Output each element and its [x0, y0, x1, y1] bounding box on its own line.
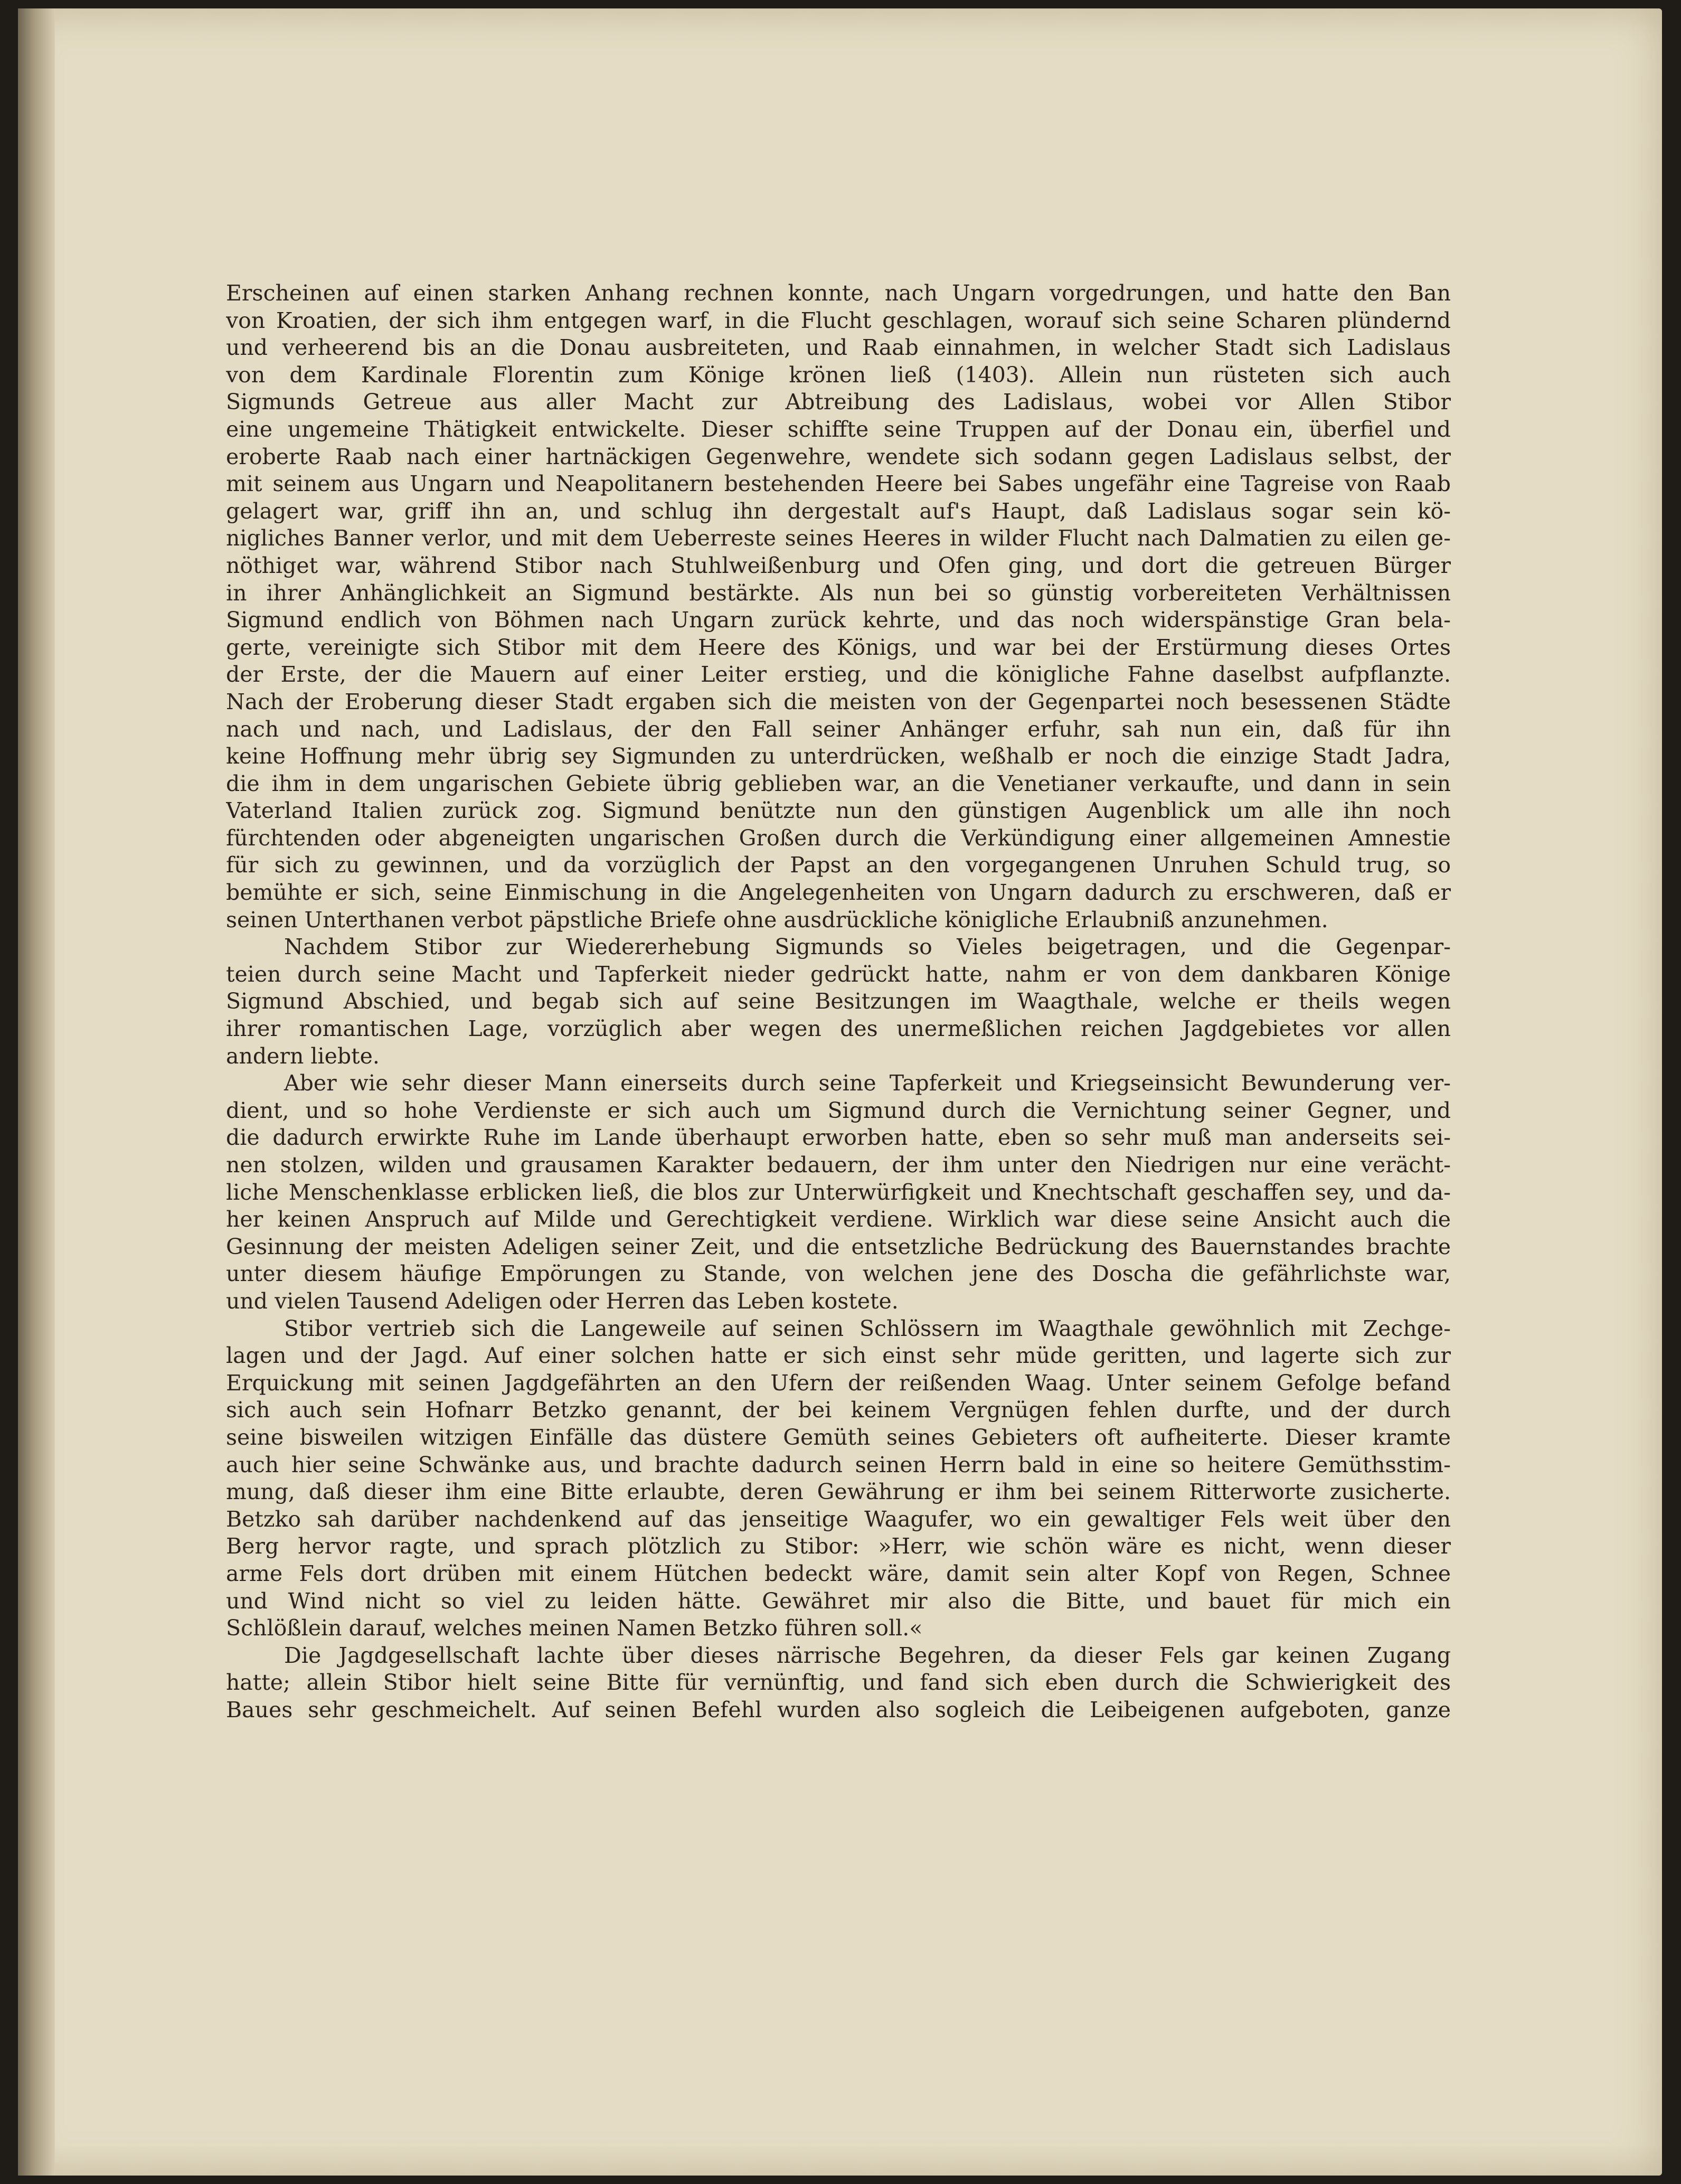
- page-gutter: [18, 8, 55, 2176]
- page-text: [226, 280, 1451, 1724]
- text-line: von Kroatien, der sich ihm entgegen warf, in die Flucht geschlagen, worauf sich seine Scharen plündernd: [226, 307, 1451, 333]
- text-line: Sigmund Abschied, und begab sich auf seine Besitzungen im Waagthale, welche er theils wegen: [226, 989, 1451, 1014]
- text-line: und verheerend bis an die Donau ausbreiteten, und Raab einnahmen, in welcher Stadt sich Ladislaus: [226, 335, 1451, 361]
- text-line: auch hier seine Schwänke aus, und brachte dadurch seinen Herrn bald in eine so heitere Gemüthsstim-: [226, 1452, 1451, 1477]
- text-line: Nachdem Stibor zur Wiedererhebung Sigmunds so Vieles beigetragen, und die Gegenpar-: [284, 934, 1451, 960]
- text-line: Baues sehr geschmeichelt. Auf seinen Befehl wurden also sogleich die Leibeigenen aufgeboten, ganze: [226, 1697, 1451, 1722]
- text-line: gelagert war, griff ihn an, und schlug ihn dergestalt auf's Haupt, daß Ladislaus sogar sein kö-: [226, 498, 1451, 524]
- text-line: der Erste, der die Mauern auf einer Leiter erstieg, und die königliche Fahne daselbst aufpflanzte.: [226, 662, 1451, 688]
- text-line: andern liebte.: [226, 1043, 380, 1069]
- text-line: her keinen Anspruch auf Milde und Gerechtigkeit verdiene. Wirklich war diese seine Ansicht auch die: [226, 1207, 1451, 1232]
- text-line: nöthiget war, während Stibor nach Stuhlweißenburg und Ofen ging, und dort die getreuen Bürger: [226, 552, 1451, 578]
- text-line: teien durch seine Macht und Tapferkeit nieder gedrückt hatte, nahm er von dem dankbaren Könige: [226, 961, 1451, 987]
- text-line: Betzko sah darüber nachdenkend auf das jenseitige Waagufer, wo ein gewaltiger Fels weit über den: [226, 1506, 1451, 1532]
- text-line: lagen und der Jagd. Auf einer solchen hatte er sich einst sehr müde geritten, und lagerte sich zur: [226, 1343, 1451, 1369]
- text-line: Nach der Eroberung dieser Stadt ergaben sich die meisten von der Gegenpartei noch besessenen Städte: [226, 689, 1451, 714]
- text-line: nach und nach, und Ladislaus, der den Fall seiner Anhänger erfuhr, sah nun ein, daß für ihn: [226, 716, 1451, 742]
- text-line: mung, daß dieser ihm eine Bitte erlaubte, deren Gewährung er ihm bei seinem Ritterworte zusicherte.: [226, 1479, 1451, 1505]
- text-line: von dem Kardinale Florentin zum Könige krönen ließ (1403). Allein nun rüsteten sich auch: [226, 362, 1451, 388]
- text-line: Sigmunds Getreue aus aller Macht zur Abtreibung des Ladislaus, wobei vor Allen Stibor: [226, 389, 1451, 415]
- text-line: liche Menschenklasse erblicken ließ, die blos zur Unterwürfigkeit und Knechtschaft geschaffen sey, und da-: [226, 1179, 1451, 1205]
- text-line: Gesinnung der meisten Adeligen seiner Zeit, und die entsetzliche Bedrückung des Bauernstandes brachte: [226, 1234, 1451, 1259]
- text-line: unter diesem häufige Empörungen zu Stande, von welchen jene des Doscha die gefährlichste war,: [226, 1261, 1451, 1287]
- text-line: seinen Unterthanen verbot päpstliche Briefe ohne ausdrückliche königliche Erlaubniß anzunehmen.: [226, 907, 1328, 933]
- text-line: die ihm in dem ungarischen Gebiete übrig geblieben war, an die Venetianer verkaufte, und dann in sein: [226, 770, 1451, 796]
- text-line: eroberte Raab nach einer hartnäckigen Gegenwehre, wendete sich sodann gegen Ladislaus selbst, der: [226, 444, 1451, 469]
- text-line: und vielen Tausend Adeligen oder Herren das Leben kostete.: [226, 1288, 899, 1314]
- text-line: Vaterland Italien zurück zog. Sigmund benützte nun den günstigen Augenblick um alle ihn noch: [226, 798, 1451, 824]
- text-line: Aber wie sehr dieser Mann einerseits durch seine Tapferkeit und Kriegseinsicht Bewunderung ver-: [284, 1070, 1451, 1096]
- text-line: nigliches Banner verlor, und mit dem Ueberreste seines Heeres in wilder Flucht nach Dalmatien zu eilen ge-: [226, 525, 1451, 551]
- text-line: Berg hervor ragte, und sprach plötzlich zu Stibor: »Herr, wie schön wäre es nicht, wenn dieser: [226, 1533, 1451, 1559]
- text-line: keine Hoffnung mehr übrig sey Sigmunden zu unterdrücken, weßhalb er noch die einzige Stadt Jadra,: [226, 743, 1451, 769]
- text-line: mit seinem aus Ungarn und Neapolitanern bestehenden Heere bei Sabes ungefähr eine Tagreise von Raab: [226, 471, 1451, 497]
- text-line: seine bisweilen witzigen Einfälle das düstere Gemüth seines Gebieters oft aufheiterte. Dieser kramte: [226, 1424, 1451, 1450]
- text-line: Erquickung mit seinen Jagdgefährten an den Ufern der reißenden Waag. Unter seinem Gefolge befand: [226, 1370, 1451, 1396]
- text-line: Die Jagdgesellschaft lachte über dieses närrische Begehren, da dieser Fels gar keinen Zugang: [284, 1642, 1451, 1668]
- text-line: Schlößlein darauf, welches meinen Namen Betzko führen soll.«: [226, 1615, 923, 1641]
- text-line: arme Fels dort drüben mit einem Hütchen bedeckt wäre, damit sein alter Kopf von Regen, Schnee: [226, 1560, 1451, 1586]
- text-line: Erscheinen auf einen starken Anhang rechnen konnte, nach Ungarn vorgedrungen, und hatte den Ban: [226, 280, 1451, 306]
- text-line: dient, und so hohe Verdienste er sich auch um Sigmund durch die Vernichtung seiner Gegner, und: [226, 1097, 1451, 1123]
- text-line: die dadurch erwirkte Ruhe im Lande überhaupt erworben hatte, eben so sehr muß man anderseits sei-: [226, 1125, 1451, 1151]
- text-line: hatte; allein Stibor hielt seine Bitte für vernünftig, und fand sich eben durch die Schwierigkeit des: [226, 1670, 1451, 1696]
- text-line: eine ungemeine Thätigkeit entwickelte. Dieser schiffte seine Truppen auf der Donau ein, überfiel und: [226, 416, 1451, 442]
- text-line: und Wind nicht so viel zu leiden hätte. Gewähret mir also die Bitte, und bauet für mich ein: [226, 1588, 1451, 1614]
- text-line: bemühte er sich, seine Einmischung in die Angelegenheiten von Ungarn dadurch zu erschweren, daß er: [226, 880, 1451, 906]
- text-line: Sigmund endlich von Böhmen nach Ungarn zurück kehrte, und das noch widerspänstige Gran bela-: [226, 607, 1451, 633]
- text-line: ihrer romantischen Lage, vorzüglich aber wegen des unermeßlichen reichen Jagdgebietes vor allen: [226, 1016, 1451, 1042]
- text-line: sich auch sein Hofnarr Betzko genannt, der bei keinem Vergnügen fehlen durfte, und der durch: [226, 1397, 1451, 1423]
- text-line: Stibor vertrieb sich die Langeweile auf seinen Schlössern im Waagthale gewöhnlich mit Zechge-: [284, 1315, 1451, 1341]
- text-line: nen stolzen, wilden und grausamen Karakter bedauern, der ihm unter den Niedrigen nur eine verächt-: [226, 1152, 1451, 1178]
- text-line: in ihrer Anhänglichkeit an Sigmund bestärkte. Als nun bei so günstig vorbereiteten Verhältnissen: [226, 580, 1451, 606]
- text-line: fürchtenden oder abgeneigten ungarischen Großen durch die Verkündigung einer allgemeinen Amnestie: [226, 825, 1451, 851]
- text-line: gerte, vereinigte sich Stibor mit dem Heere des Königs, und war bei der Erstürmung dieses Ortes: [226, 634, 1451, 660]
- text-line: für sich zu gewinnen, und da vorzüglich der Papst an den vorgegangenen Unruhen Schuld trug, so: [226, 852, 1451, 878]
